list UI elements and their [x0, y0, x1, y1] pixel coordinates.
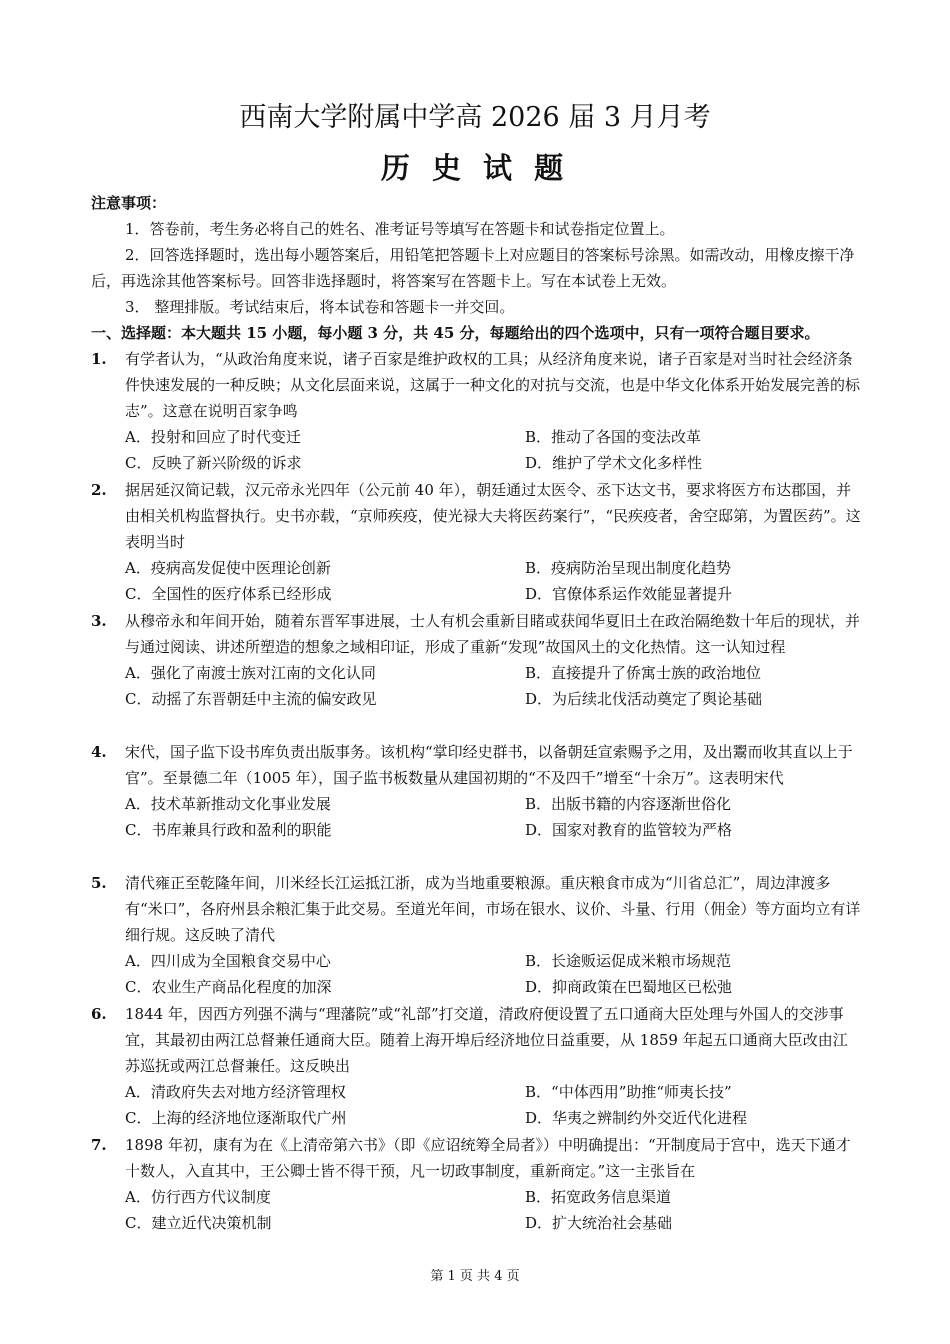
note-item: 3． 整理排版。考试结束后，将本试卷和答题卡一并交回。	[125, 298, 515, 316]
exam-subject-title: 历 史 试 题	[380, 151, 570, 185]
option-a: A．技术革新推动文化事业发展	[125, 795, 331, 813]
option-b: B．疫病防治呈现出制度化趋势	[525, 559, 732, 577]
option-c: C．上海的经济地位逐渐取代广州	[125, 1109, 347, 1127]
question-options	[125, 948, 861, 1000]
option-b: B．长途贩运促成米粮市场规范	[525, 952, 732, 970]
option-d: D．华夷之辨制约外交近代化进程	[525, 1109, 748, 1127]
option-d: D．扩大统治社会基础	[525, 1214, 673, 1232]
option-a: A．四川成为全国粮食交易中心	[125, 952, 331, 970]
question-options	[125, 791, 861, 843]
question-stem: 从穆帝永和年间开始，随着东晋军事进展，士人有机会重新目睹或获闻华夏旧土在政治隔绝数十年后的现状，并与通过阅读、讲述所塑造的想象之域相印证，形成了重新“发现”故国风土的文化热情。这一认知过程	[125, 612, 861, 656]
notes-heading: 注意事项：	[91, 194, 167, 212]
option-c: C．反映了新兴阶级的诉求	[125, 454, 302, 472]
option-b: B．推动了各国的变法改革	[525, 428, 702, 446]
note-item: 2．回答选择题时，选出每小题答案后，用铅笔把答题卡上对应题目的答案标号涂黑。如需改动，用橡皮擦干净后，再选涂其他答案标号。回答非选择题时，将答案写在答题卡上。写在本试卷上无效。	[91, 246, 855, 290]
question-number: 2.	[91, 481, 107, 499]
section-heading: 一、选择题：本大题共 15 小题，每小题 3 分，共 45 分，每题给出的四个选项中，只有一项符合题目要求。	[91, 324, 820, 342]
question-stem: 宋代，国子监下设书库负责出版事务。该机构“掌印经史群书，以备朝廷宣索赐予之用，及出鬻而收其直以上于官”。至景德二年（1005 年），国子监书板数量从建国初期的“不及四千”增至“十余万”。这表明宋代	[125, 743, 853, 787]
question-options	[125, 1079, 861, 1131]
question-number: 1.	[91, 350, 107, 368]
question-1	[91, 346, 861, 476]
exam-title: 西南大学附属中学高 2026 届 3 月月考	[239, 102, 711, 133]
option-d: D．为后续北伐活动奠定了舆论基础	[525, 690, 763, 708]
option-c: C．农业生产商品化程度的加深	[125, 978, 332, 996]
option-a: A．强化了南渡士族对江南的文化认同	[125, 664, 376, 682]
question-options	[125, 660, 861, 712]
option-a: A．投射和回应了时代变迁	[125, 428, 301, 446]
question-options	[125, 1184, 861, 1236]
question-options	[125, 555, 861, 607]
option-d: D．国家对教育的监管较为严格	[525, 821, 733, 839]
question-4	[91, 739, 861, 843]
question-3	[91, 608, 861, 712]
option-d: D．抑商政策在巴蜀地区已松弛	[525, 978, 733, 996]
page-number: 第 1 页 共 4 页	[430, 1269, 520, 1284]
option-c: C．建立近代决策机制	[125, 1214, 272, 1232]
question-2	[91, 477, 861, 607]
question-7	[91, 1132, 861, 1236]
option-c: C．动摇了东晋朝廷中主流的偏安政见	[125, 690, 377, 708]
question-stem: 清代雍正至乾隆年间，川米经长江运抵江浙，成为当地重要粮源。重庆粮食市成为“川省总汇”，周边津渡多有“米口”，各府州县余粮汇集于此交易。至道光年间，市场在银水、议价、斗量、行用（佣金）等方面均立有详细行规。这反映了清代	[125, 874, 861, 944]
option-a: A．疫病高发促使中医理论创新	[125, 559, 331, 577]
question-6	[91, 1001, 861, 1131]
question-stem: 1844 年，因西方列强不满与“理藩院”或“礼部”打交道，清政府便设置了五口通商大臣处理与外国人的交涉事宜，其最初由两江总督兼任通商大臣。随着上海开埠后经济地位日益重要，从 1859 年起五口通商大臣改由江苏巡抚或两江总督兼任。这反映出	[125, 1005, 848, 1075]
option-b: B．直接提升了侨寓士族的政治地位	[525, 664, 762, 682]
option-c: C．全国性的医疗体系已经形成	[125, 585, 332, 603]
question-options	[125, 424, 861, 476]
option-d: D．官僚体系运作效能显著提升	[525, 585, 733, 603]
note-item: 1．答卷前，考生务必将自己的姓名、准考证号等填写在答题卡和试卷指定位置上。	[125, 220, 675, 238]
option-b: B．“中体西用”助推“师夷长技”	[525, 1083, 732, 1101]
option-a: A．仿行西方代议制度	[125, 1188, 271, 1206]
question-number: 6.	[91, 1005, 107, 1023]
option-a: A．清政府失去对地方经济管理权	[125, 1083, 346, 1101]
option-b: B．拓宽政务信息渠道	[525, 1188, 672, 1206]
option-b: B．出版书籍的内容逐渐世俗化	[525, 795, 732, 813]
question-stem: 1898 年初，康有为在《上清帝第六书》（即《应诏统筹全局者》）中明确提出：“开制度局于宫中，选天下通才十数人，入直其中，王公卿士皆不得干预，凡一切政事制度，重新商定。”这一主张旨在	[125, 1136, 851, 1180]
question-number: 7.	[91, 1136, 107, 1154]
question-stem: 据居延汉简记载，汉元帝永光四年（公元前 40 年），朝廷通过太医令、丞下达文书，要求将医方布达郡国，并由相关机构监督执行。史书亦载，“京师疾疫，使光禄大夫将医药案行”，“民疾疫者，舍空邸第，为置医药”。这表明当时	[125, 481, 861, 551]
question-number: 5.	[91, 874, 107, 892]
question-stem: 有学者认为，“从政治角度来说，诸子百家是维护政权的工具；从经济角度来说，诸子百家是对当时社会经济条件快速发展的一种反映；从文化层面来说，这属于一种文化的对抗与交流，也是中华文化体系开始发展完善的标志”。这意在说明百家争鸣	[125, 350, 861, 420]
question-5	[91, 870, 861, 1000]
option-d: D．维护了学术文化多样性	[525, 454, 703, 472]
question-number: 3.	[91, 612, 107, 630]
question-number: 4.	[91, 743, 107, 761]
option-c: C．书库兼具行政和盈利的职能	[125, 821, 332, 839]
